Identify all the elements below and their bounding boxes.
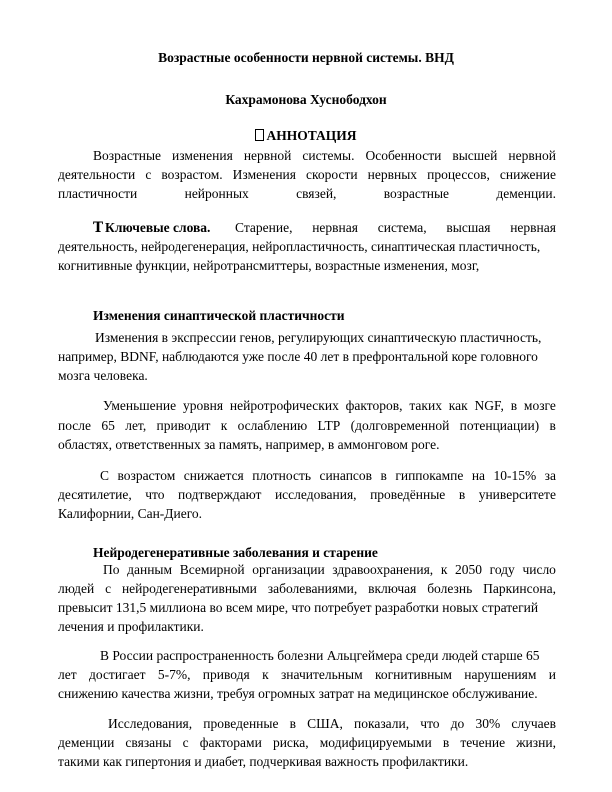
- s2-p2-line-3: снижению качества жизни, требуя огромных затрат на медицинское обслуживание.: [58, 686, 538, 701]
- word: как: [448, 398, 468, 413]
- word: болезнь: [427, 581, 473, 596]
- word: 30%: [475, 716, 501, 731]
- keywords-line-1: [235, 220, 556, 236]
- word: когнитивным: [374, 667, 452, 682]
- word: с: [145, 167, 152, 182]
- word: лет,: [125, 418, 147, 433]
- word: к: [262, 667, 269, 682]
- word: десятилетие,: [58, 487, 132, 502]
- word: приводя: [202, 667, 250, 682]
- word: возрастом: [117, 468, 176, 483]
- word: проведённые: [370, 487, 446, 502]
- s2-p1-line-4: лечения и профилактики.: [58, 619, 204, 634]
- word: ослаблению: [237, 418, 308, 433]
- word: нарушениям: [464, 667, 537, 682]
- word: США,: [307, 716, 343, 731]
- s2-p2-line-1: В России распространенность болезни Альцгеймера среди людей старше 65: [100, 648, 540, 663]
- section-heading-synaptic: Изменения синаптической пластичности: [93, 308, 345, 323]
- missing-glyph-icon: [255, 129, 264, 141]
- s1-p2-line-2: [58, 418, 556, 434]
- word: возрастные: [383, 186, 450, 201]
- annotation-heading: [0, 128, 612, 144]
- word: нейродегенеративными: [121, 581, 257, 596]
- s2-p2-line-2: [58, 667, 556, 683]
- word: с: [182, 735, 189, 750]
- word: лет: [58, 667, 77, 682]
- word: деменции.: [496, 186, 556, 201]
- word: снижение: [499, 167, 556, 182]
- word: Изменения: [232, 167, 296, 182]
- word: синапсов: [319, 468, 373, 483]
- word: риска,: [272, 735, 309, 750]
- word: здравоохранения,: [332, 562, 434, 577]
- word: в: [549, 418, 556, 433]
- word: жизни,: [516, 735, 556, 750]
- word: скорости: [306, 167, 358, 182]
- author-name: Кахрамонова Хуснободхон: [225, 92, 387, 107]
- word: высшая: [446, 220, 491, 235]
- word: NGF,: [474, 398, 504, 413]
- word: модифицируемыми: [319, 735, 432, 750]
- word: году: [489, 562, 515, 577]
- s1-p2-line-3: областях, ответственных за память, например, в аммонговом роге.: [58, 437, 440, 452]
- word: Старение,: [235, 220, 293, 235]
- word: людей: [58, 581, 95, 596]
- word: университете: [478, 487, 556, 502]
- word: пластичности: [58, 186, 138, 201]
- word: снижается: [183, 468, 244, 483]
- word: связаны: [125, 735, 172, 750]
- word: показали,: [354, 716, 410, 731]
- word: значительным: [280, 667, 363, 682]
- s1-p1-line-3: мозга человека.: [58, 368, 148, 383]
- word: деменции: [58, 735, 115, 750]
- s1-p1-line-1: Изменения в экспрессии генов, регулирующих синаптическую пластичность,: [95, 330, 542, 345]
- word: исследования,: [274, 487, 357, 502]
- word: нейронных: [184, 186, 249, 201]
- word: нервных: [367, 167, 418, 182]
- s1-p1-line-2: например, BDNF, наблюдаются уже после 40 лет в префронтальной коре головного: [58, 349, 538, 364]
- word: на: [471, 468, 486, 483]
- word: в: [289, 716, 296, 731]
- keywords-label-text: Ключевые слова.: [105, 220, 211, 235]
- word: система,: [377, 220, 427, 235]
- document-title: Возрастные особенности нервной системы. ВНД: [158, 50, 454, 65]
- word: приводит: [156, 418, 211, 433]
- word: число: [522, 562, 556, 577]
- word: мозге: [523, 398, 556, 413]
- word: к: [440, 562, 448, 577]
- word: 10-15%: [493, 468, 537, 483]
- word: системы.: [302, 148, 355, 163]
- word: плотность: [252, 468, 312, 483]
- word: Исследования,: [108, 716, 193, 731]
- s1-p3-line-1: [100, 468, 556, 484]
- word: что: [145, 487, 165, 502]
- word: 65: [101, 418, 115, 433]
- keywords-label: [93, 220, 210, 236]
- word: Уменьшение: [103, 398, 177, 413]
- keywords-line-3: когнитивные функции, нейротрансмиттеры, возрастные изменения, мозг,: [58, 258, 480, 273]
- word: нервная: [312, 220, 358, 235]
- word: Особенности: [365, 148, 442, 163]
- word: что: [420, 716, 440, 731]
- s2-p3-line-2: [58, 735, 556, 751]
- word: за: [544, 468, 556, 483]
- word: таких: [409, 398, 442, 413]
- s2-p3-line-1: [108, 716, 556, 732]
- word: высшей: [452, 148, 498, 163]
- pin-icon: 𝐓: [93, 220, 104, 235]
- s2-p3-line-3: такими как гипертония и диабет, подчеркивая важность профилактики.: [58, 754, 469, 769]
- word: уровня: [182, 398, 224, 413]
- word: в: [458, 487, 466, 502]
- word: возрастом.: [161, 167, 223, 182]
- word: (долговременной: [350, 418, 450, 433]
- word: Всемирной: [179, 562, 245, 577]
- word: нервная: [510, 220, 556, 235]
- word: достигает: [88, 667, 146, 682]
- word: включая: [368, 581, 417, 596]
- annotation-heading-text: АННОТАЦИЯ: [266, 128, 357, 143]
- s1-p2-line-1: [103, 398, 556, 414]
- annotation-line-3: [58, 186, 556, 202]
- word: заболеваниями,: [267, 581, 358, 596]
- keywords-line-2: деятельность, нейродегенерация, нейропластичность, синаптическая пластичность,: [58, 239, 541, 254]
- word: деятельности: [58, 167, 136, 182]
- section-heading-neurodegenerative: Нейродегенеративные заболевания и старение: [93, 545, 378, 560]
- s1-p3-line-3: Калифорнии, Сан-Диего.: [58, 506, 203, 521]
- word: после: [58, 418, 92, 433]
- word: течение: [460, 735, 506, 750]
- word: 5-7%,: [157, 667, 191, 682]
- word: Паркинсона,: [483, 581, 556, 596]
- word: в: [510, 398, 518, 413]
- annotation-line-1: [93, 148, 556, 164]
- word: процессов,: [427, 167, 490, 182]
- annotation-line-2: [58, 167, 556, 183]
- word: проведенные: [203, 716, 279, 731]
- word: в: [442, 735, 450, 750]
- s2-p1-line-1: [103, 562, 556, 578]
- word: 2050: [455, 562, 482, 577]
- word: и: [548, 667, 556, 682]
- word: С: [100, 468, 110, 483]
- word: к: [220, 418, 228, 433]
- word: факторами: [199, 735, 262, 750]
- word: потенциации): [459, 418, 540, 433]
- word: в: [380, 468, 387, 483]
- word: Возрастные: [93, 148, 162, 163]
- word: изменения: [172, 148, 233, 163]
- word: По: [103, 562, 120, 577]
- word: подтверждают: [178, 487, 262, 502]
- s1-p3-line-2: [58, 487, 556, 503]
- s2-p1-line-2: [58, 581, 556, 597]
- word: гиппокампе: [395, 468, 464, 483]
- word: нейротрофических: [229, 398, 339, 413]
- word: нервной: [243, 148, 292, 163]
- word: факторов,: [345, 398, 403, 413]
- word: нервной: [508, 148, 556, 163]
- word: с: [105, 581, 112, 596]
- word: связей,: [296, 186, 337, 201]
- s2-p1-line-3: превысит 131,5 миллиона во всем мире, что потребует разработки новых стратегий: [58, 600, 539, 615]
- word: организации: [252, 562, 325, 577]
- word: случаев: [511, 716, 556, 731]
- word: LTP: [317, 418, 341, 433]
- word: до: [450, 716, 465, 731]
- word: данным: [127, 562, 173, 577]
